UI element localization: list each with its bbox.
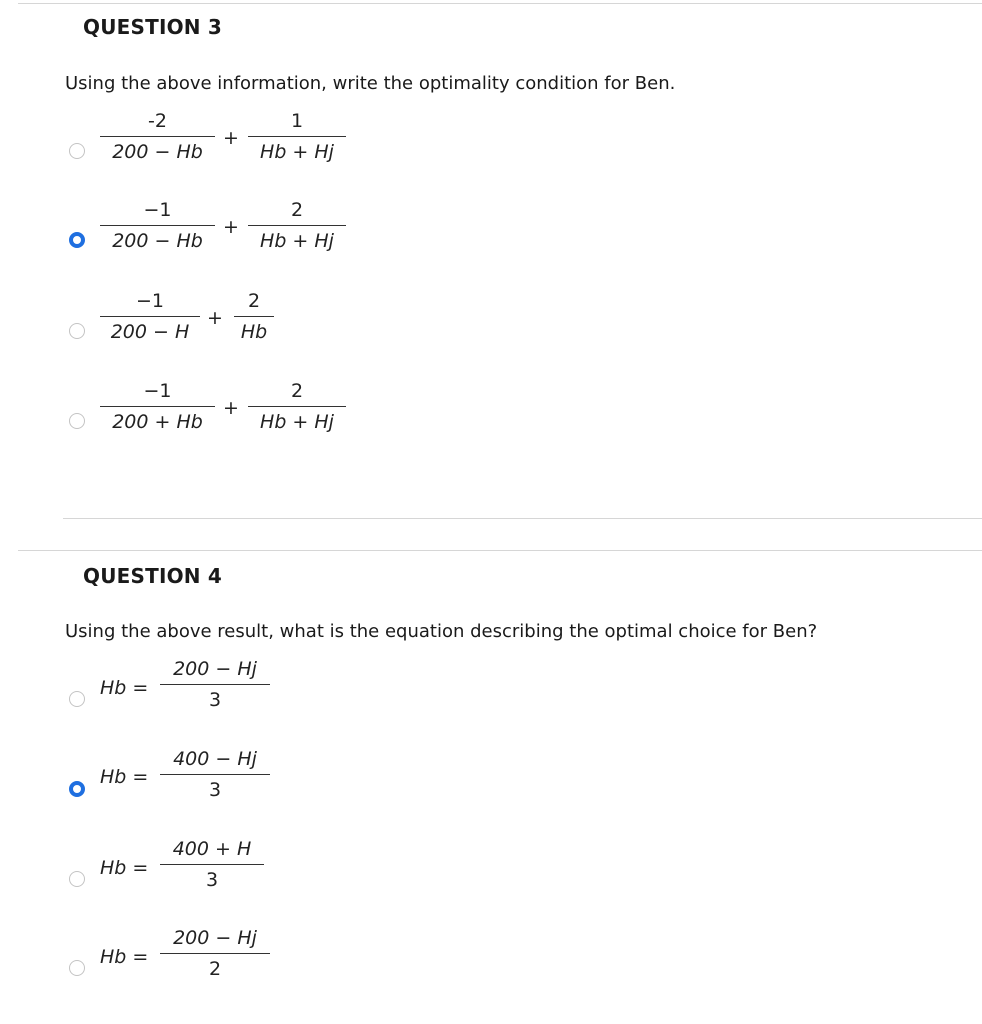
q3-choice-b-frac2: 2 Hb + Hj — [248, 199, 346, 252]
q4-choice-a-lhs: Hb = — [100, 677, 149, 699]
q3-choice-b-frac1: −1 200 − Hb — [100, 199, 215, 252]
question-4-prompt: Using the above result, what is the equation describing the optimal choice for Ben? — [65, 621, 818, 642]
q3-choice-b-radio[interactable] — [69, 232, 85, 248]
q4-choice-b-lhs: Hb = — [100, 766, 149, 788]
q3-choice-c-frac1: −1 200 − H — [100, 290, 200, 343]
q3-choice-a-plus: + — [223, 127, 239, 149]
q4-choice-d-lhs: Hb = — [100, 946, 149, 968]
q3-choice-c-frac2: 2 Hb — [234, 290, 274, 343]
q3-choice-a-frac2: 1 Hb + Hj — [248, 110, 346, 163]
q4-choice-d-frac: 200 − Hj 2 — [160, 927, 270, 980]
question-3-prompt: Using the above information, write the optimality condition for Ben. — [65, 73, 676, 94]
q4-choice-b-frac: 400 − Hj 3 — [160, 748, 270, 801]
q3-bottom-divider — [63, 518, 982, 519]
q3-choice-c-plus: + — [207, 307, 223, 329]
question-3-title: QUESTION 3 — [83, 15, 223, 39]
q3-choice-c-radio[interactable] — [69, 323, 85, 339]
q3-choice-d-radio[interactable] — [69, 413, 85, 429]
q4-choice-c-radio[interactable] — [69, 871, 85, 887]
q3-choice-d-plus: + — [223, 397, 239, 419]
top-divider — [18, 3, 982, 4]
q4-choice-a-frac: 200 − Hj 3 — [160, 658, 270, 711]
q4-choice-a-radio[interactable] — [69, 691, 85, 707]
q3-choice-a-frac1: -2 200 − Hb — [100, 110, 215, 163]
q4-top-divider — [18, 550, 982, 551]
q3-choice-a-radio[interactable] — [69, 143, 85, 159]
q3-choice-d-frac2: 2 Hb + Hj — [248, 380, 346, 433]
question-4-title: QUESTION 4 — [83, 564, 223, 588]
q4-choice-d-radio[interactable] — [69, 960, 85, 976]
q4-choice-b-radio[interactable] — [69, 781, 85, 797]
q3-choice-d-frac1: −1 200 + Hb — [100, 380, 215, 433]
q4-choice-c-frac: 400 + H 3 — [160, 838, 264, 891]
q3-choice-b-plus: + — [223, 216, 239, 238]
q4-choice-c-lhs: Hb = — [100, 857, 149, 879]
